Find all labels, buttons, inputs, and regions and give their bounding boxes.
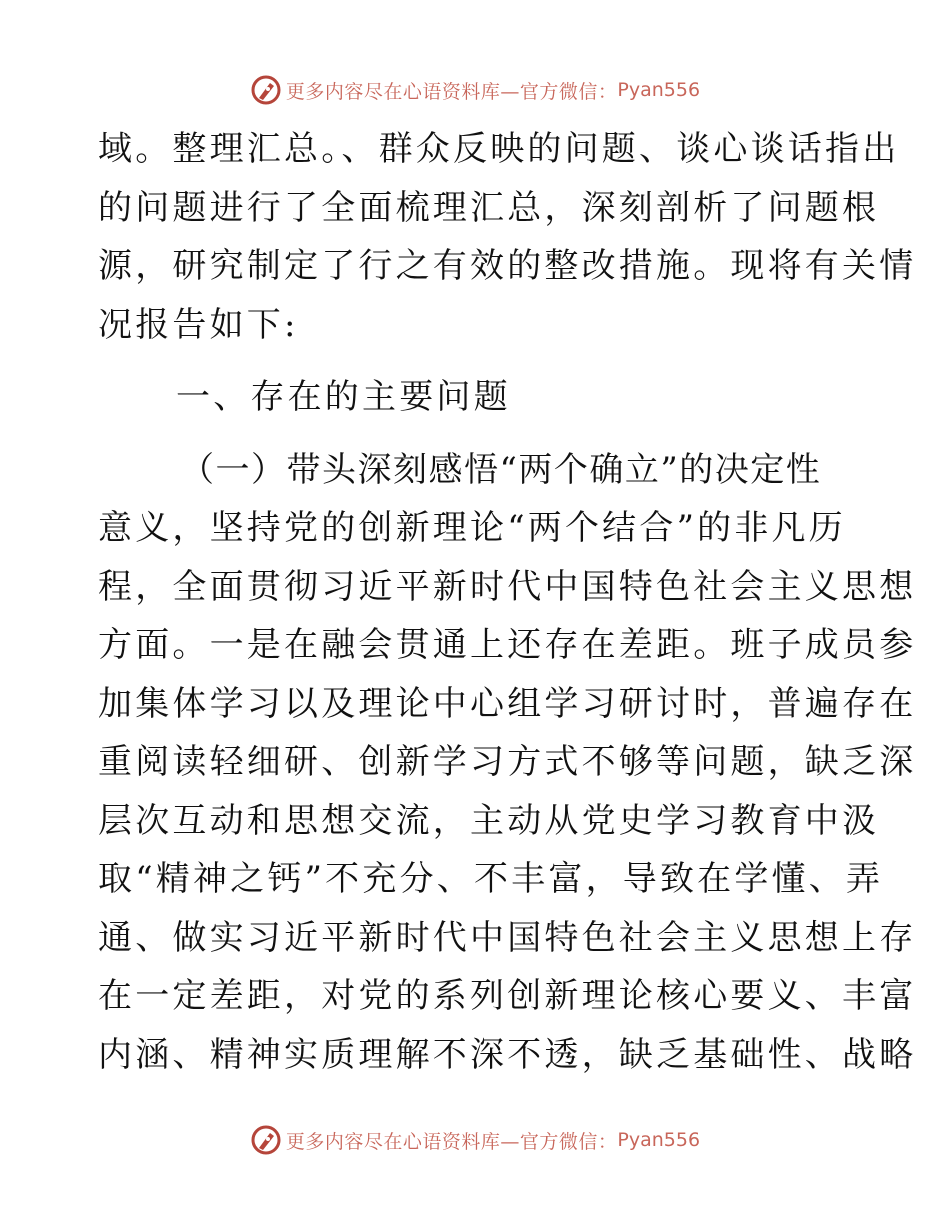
text-line: 的问题进行了全面梳理汇总，深刻剖析了问题根 <box>98 187 880 228</box>
pen-nib-logo-icon <box>250 74 282 106</box>
pen-nib-logo-icon <box>250 1124 282 1156</box>
text-line: 域。整理汇总。、群众反映的问题、谈心谈话指出 <box>98 129 900 169</box>
watermark-text: 更多内容尽在心语资料库—官方微信： <box>285 80 618 103</box>
paragraph <box>98 120 917 354</box>
text-line: 层次互动和思想交流，主动从党史学习教育中汲 <box>98 800 880 841</box>
text-line: 内涵、精神实质理解不深不透，缺乏基础性、战略 <box>98 1034 917 1075</box>
text-line: 取“精神之钙”不充分、不丰富，导致在学懂、弄 <box>98 859 884 899</box>
text-line: 通、做实习近平新时代中国特色社会主义思想上存 <box>98 917 917 958</box>
document-body <box>98 120 917 1084</box>
watermark-text: 更多内容尽在心语资料库—官方微信： <box>285 1130 618 1153</box>
text-line: 源，研究制定了行之有效的整改措施。现将有关情 <box>98 246 917 286</box>
watermark-contact: Pyan556 <box>617 1129 701 1151</box>
section-heading: 一、存在的主要问题 <box>176 377 511 417</box>
text-line: 在一定差距，对党的系列创新理论核心要义、丰富 <box>98 976 917 1016</box>
text-line: 程，全面贯彻习近平新时代中国特色社会主义思想 <box>98 566 917 607</box>
watermark-banner-top <box>0 72 950 108</box>
watermark-banner-bottom <box>0 1122 950 1158</box>
text-line: 加集体学习以及理论中心组学习研讨时，普遍存在 <box>98 683 917 724</box>
text-line: 意义，坚持党的创新理论“两个结合”的非凡历 <box>98 508 846 548</box>
text-line: 方面。一是在融会贯通上还存在差距。班子成员参 <box>98 625 917 665</box>
watermark-contact: Pyan556 <box>617 79 701 101</box>
text-line: （一）带头深刻感悟“两个确立”的决定性 <box>180 449 822 490</box>
section-paragraph <box>98 441 917 1085</box>
text-line: 况报告如下: <box>98 304 299 345</box>
text-line: 重阅读轻细研、创新学习方式不够等问题，缺乏深 <box>98 742 917 782</box>
